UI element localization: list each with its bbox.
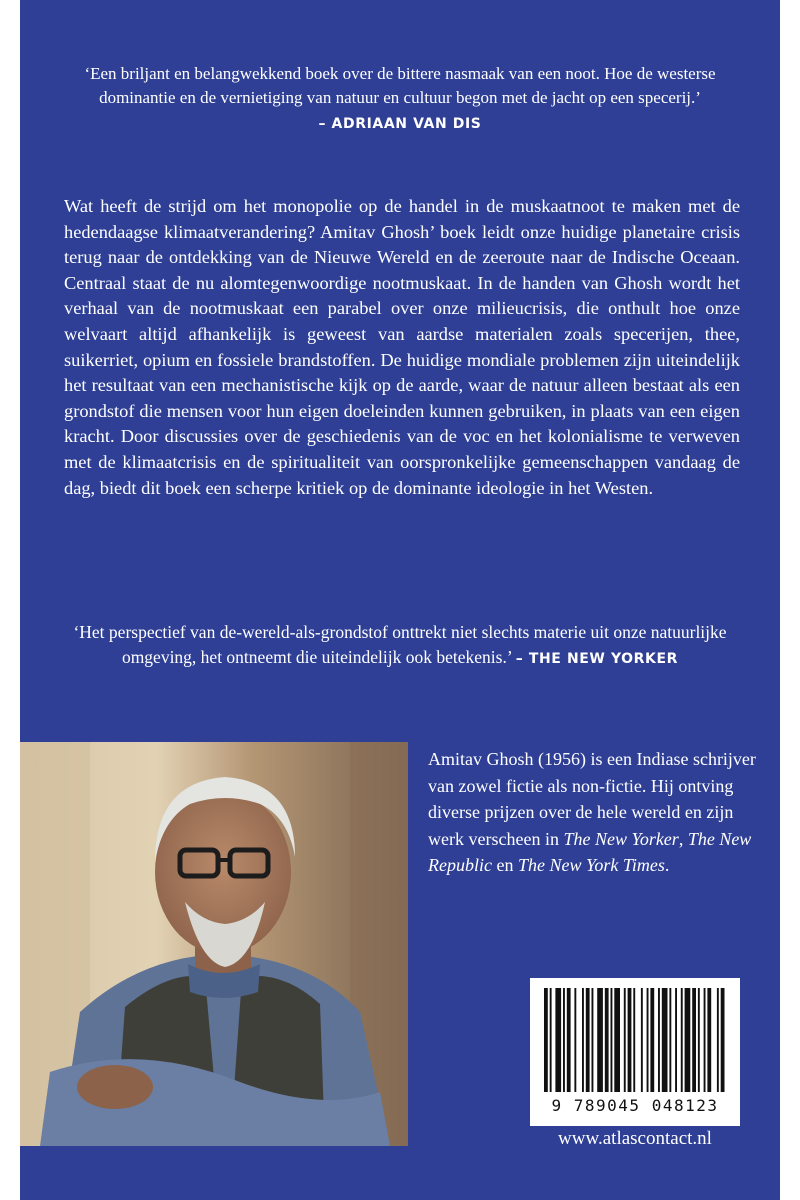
author-bio-separator-2: en: [491, 855, 518, 875]
barcode-bar: [721, 988, 725, 1092]
publisher-website: www.atlascontact.nl: [558, 1128, 712, 1149]
barcode-bar: [614, 988, 620, 1092]
author-bio-publication-3: The New York Times: [517, 855, 665, 875]
barcode-bar: [685, 988, 691, 1092]
barcode-bar: [704, 988, 706, 1092]
barcode-bar: [692, 988, 696, 1092]
barcode-bar: [555, 988, 561, 1092]
barcode-bar: [611, 988, 613, 1092]
author-bio-intro: Amitav Ghosh (1956) is een Indiase schrijver van zowel fictie als non-fictie. Hij ontving diverse prijzen over de hele wereld en zijn werk verscheen in: [428, 749, 756, 849]
author-bio-end: .: [664, 855, 670, 875]
barcode-bar: [698, 988, 700, 1092]
barcode-bar: [662, 988, 668, 1092]
author-bio-publication-1: The New Yorker: [563, 828, 679, 849]
quote-bottom: [70, 620, 730, 672]
barcode-bar: [628, 988, 632, 1092]
isbn-number: 9 789045 048123: [551, 1096, 719, 1115]
author-bio: [428, 746, 758, 879]
barcode-bar: [574, 988, 576, 1092]
barcode-bar: [597, 988, 603, 1092]
author-bio-publication-2: The New Republic: [428, 828, 752, 875]
barcode-bar: [707, 988, 711, 1092]
quote-bottom-text: ‘Het perspectief van de-wereld-als-grondstof onttrekt niet slechts materie uit onze natuurlijke omgeving, het ontneemt die uiteindelijk ook betekenis.’: [73, 622, 727, 667]
barcode-bar: [550, 988, 552, 1092]
barcode-bar: [582, 988, 584, 1092]
barcode-bar: [586, 988, 590, 1092]
author-photo: [20, 742, 408, 1146]
back-cover: [20, 0, 780, 1200]
quote-top-text: ‘Een briljant en belangwekkend boek over de bittere nasmaak van een noot. Hoe de westerse dominantie en de vernietiging van natuur en cultuur begon met de jacht op een specerij.’: [84, 64, 716, 107]
author-bio-separator-1: ,: [678, 828, 688, 849]
barcode-bar: [624, 988, 626, 1092]
barcode-bar: [658, 988, 660, 1092]
barcode-bar: [675, 988, 677, 1092]
quote-bottom-attribution: – THE NEW YORKER: [515, 651, 679, 667]
barcode-bar: [592, 988, 594, 1092]
barcode-bar: [633, 988, 635, 1092]
author-portrait-illustration: [20, 742, 408, 1146]
barcode-bar: [605, 988, 609, 1092]
barcode-bar: [650, 988, 654, 1092]
barcode-bar: [681, 988, 683, 1092]
barcode-bar: [647, 988, 649, 1092]
quote-top-attribution: – ADRIAAN VAN DIS: [318, 116, 482, 132]
barcode-bar: [669, 988, 671, 1092]
barcode-bar: [567, 988, 571, 1092]
book-description: Wat heeft de strijd om het monopolie op de handel in de muskaatnoot te maken met de hedendaagse klimaatverandering? Amitav Ghosh’ boek leidt onze huidige planetaire crisis terug naar de ontdekking van de Nieuwe Wereld en de zeeroute naar de Indische Oceaan. Centraal staat de nu alomtegenwoordige nootmuskaat. In de handen van Ghosh wordt het verhaal van de nootmuskaat een parabel over onze milieucrisis, die onthult hoe onze welvaart altijd afhankelijk is geweest van aardse materialen zoals specerijen, thee, suikerriet, opium en fossiele brandstoffen. De huidige mondiale problemen zijn uiteindelijk het resultaat van een mechanistische kijk op de aarde, waar de natuur alleen bestaat als een grondstof die mensen voor hun eigen doeleinden kunnen gebruiken, in plaats van een eigen kracht. Door discussies over de geschiedenis van de voc en het kolonialisme te verweven met de klimaatcrisis en de spiritualiteit van oorspronkelijke gemeenschappen vandaag de dag, biedt dit boek een scherpe kritiek op de dominante ideologie in het Westen.: [64, 196, 740, 498]
barcode-bars-icon: [530, 978, 740, 1096]
isbn-barcode: [530, 978, 740, 1126]
barcode-bar: [717, 988, 719, 1092]
barcode-bar: [544, 988, 548, 1092]
barcode-bar: [563, 988, 565, 1092]
barcode-bar: [641, 988, 643, 1092]
quote-top: [80, 62, 720, 136]
